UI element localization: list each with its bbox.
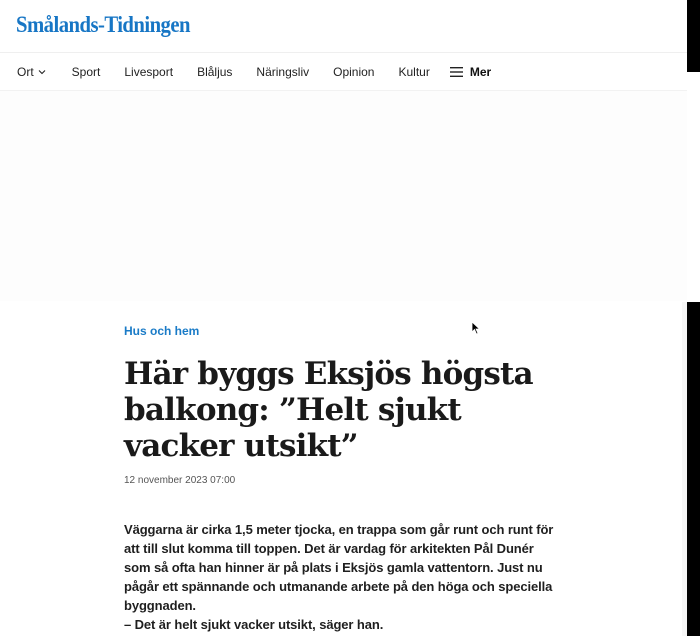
nav-item-label: Blåljus	[197, 64, 233, 79]
article	[124, 322, 564, 634]
mouse-cursor-icon	[471, 321, 481, 335]
hamburger-menu-icon	[450, 67, 463, 77]
nav-item-label: Näringsliv	[256, 64, 310, 79]
nav-item-sport[interactable]	[72, 65, 101, 79]
article-headline: Här byggs Eksjös högsta balkong: ”Helt sjukt vacker utsikt”	[124, 356, 533, 464]
nav-item-label: Sport	[71, 64, 101, 79]
article-lead	[124, 520, 554, 634]
site-logo[interactable]: Smålands-Tidningen	[16, 12, 190, 37]
article-category-link[interactable]: Hus och hem	[124, 324, 200, 338]
lead-paragraph: Väggarna är cirka 1,5 meter tjocka, en trappa som går runt och runt för att till slut komma till toppen. Det är vardag för arkitekten Pål Dunér som så ofta han hinner är på plats i Eksjös gamla vattentorn. Just nu pågår ett spännande och utmanande arbete på den höga och speciella byggnaden.	[124, 522, 554, 613]
article-publish-date: 12 november 2023 07:00	[124, 475, 236, 486]
main-navigation	[0, 53, 687, 91]
screen-edge-strip	[687, 302, 700, 636]
nav-item-opinion[interactable]	[333, 65, 374, 79]
nav-more-label: Mer	[469, 64, 492, 79]
nav-item-kultur[interactable]	[398, 65, 429, 79]
site-header	[0, 0, 687, 53]
nav-item-label: Kultur	[398, 64, 430, 79]
nav-item-ort[interactable]	[17, 65, 46, 79]
nav-item-label: Ort	[17, 64, 34, 79]
nav-item-livesport[interactable]	[124, 65, 173, 79]
lead-quote: – Det är helt sjukt vacker utsikt, säger han.	[124, 617, 384, 632]
ad-placeholder	[0, 91, 687, 301]
nav-more-button[interactable]	[450, 65, 491, 79]
nav-item-naringsliv[interactable]	[256, 65, 309, 79]
chevron-down-icon	[38, 68, 46, 76]
nav-item-blaljus[interactable]	[197, 65, 232, 79]
nav-item-label: Opinion	[333, 64, 375, 79]
nav-item-label: Livesport	[124, 64, 174, 79]
screen-edge-strip	[687, 0, 700, 72]
